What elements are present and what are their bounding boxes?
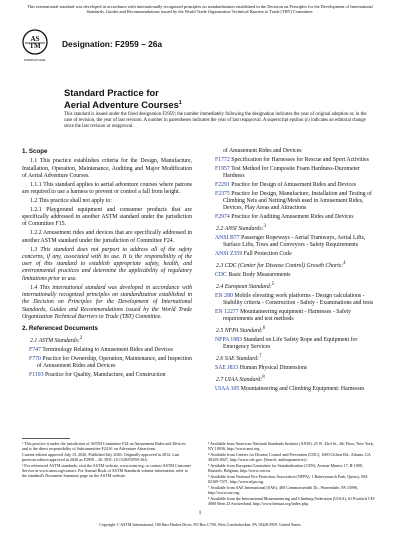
paragraph-2-6: 2.6 SAE Standard:$^7$ [216,354,262,362]
paragraph-2-2: 2.2 ANSI Standards:$^3$ [216,224,266,233]
reference-item: F1193 Practice for Quality, Manufacture, and Construction [29,372,166,379]
paragraph-1-2: 1.2 This practice shall not apply to: [30,197,112,204]
reference-item: F2974 Practice for Auditing Amusement Rides and Devices [215,214,354,221]
reference-link[interactable]: F2291 [215,181,230,188]
reference-item: SAE J833 Human Physical Dimensions [215,364,308,371]
title-line-2: Aerial Adventure Courses$^1$ [64,99,182,111]
paragraph-1-1-1: 1.1.1 This standard applies to aerial adventure courses where patrons are required to use a harness to prevent or control a fall from height. [22,181,192,196]
reference-item: ANSI Z359 Fall Protection Code [215,251,292,258]
reference-item: CDC Basic Body Measurements [215,271,291,278]
footnote: ² For referenced ASTM standards, visit the ASTM website, www.astm.org, or contact ASTM Customer Service at www.astm.org/contact. For Annual Book of ASTM Standards volume information, refer to the standard's Document Summary page on the ASTM website. [22,463,191,478]
designation: Designation: F2959 – 26a [62,39,163,49]
reference-item: EN 280 Mobile elevating work platforms - Design calculations - Stability criteria - Construction - Safety - Examinations and tests [215,292,374,306]
document-title [64,87,182,110]
left-column [22,148,192,381]
reference-item: F2375 Practice for Design, Manufacture, Installation and Testing of Climbing Nets and Netting/Mesh used in Amusement Rides, Devices, Play Areas and Attractions [215,190,372,212]
section-heading-referenced-documents: 2. Referenced Documents [22,325,98,333]
footnote: ⁸ Available from the International Mountaineering and Climbing Federation (UIAA), 61 Postfach CH-3000 Bern 23 Switzerland, http://www.theuiaa.org/index.php. [208,496,376,506]
reference-link[interactable]: CDC [215,271,227,278]
right-column [208,148,378,394]
reference-link[interactable]: F2375 [215,190,230,197]
reference-item: F1772 Specification for Harnesses for Rescue and Sport Activities [215,156,369,163]
footnote: ¹ This practice is under the jurisdiction of ASTM Committee F24 on Amusement Rides and Devices and is the direct responsibility of Subcommittee F24.61 on Adventure Attractions. [22,441,186,451]
paragraph-2-4: 2.4 European Standard:$^5$ [216,281,275,290]
reference-item: F770 Practice for Ownership, Operation, Maintenance, and Inspection of Amusement Rides and Devices [29,356,192,370]
reference-link[interactable]: ANSI Z359 [215,251,243,258]
paragraph-1-2-1: 1.2.1 Playground equipment and consumer products that are specifically addressed in another ASTM standard under the jurisdiction of Committee F15. [22,206,192,228]
footnote: ³ Available from American National Standards Institute (ANSI), 25 W. 43rd St., 4th Floor, New York, NY 10036, http://www.ansi.org. [208,441,374,451]
reference-link[interactable]: EN 12277 [215,308,239,315]
svg-text:TM: TM [29,42,41,50]
paragraph-2-5: 2.5 NFPA Standard:$^6$ [216,326,266,334]
footnote: ⁶ Available from National Fire Protection Association (NFPA), 1 Batterymarch Park, Quincy, MA 02169-7471, http://www.nfpa.org. [208,474,368,484]
svg-text:AS: AS [30,35,40,43]
paragraph-2-7: 2.7 UIAA Standard:$^8$ [216,374,265,383]
reference-link[interactable]: EN 280 [215,292,233,299]
footnote: ⁵ Available from European Committee for Standardization (CEN), Avenue Marnix 17, B-1000, Brussels, Belgium, http://www.cen.eu. [208,463,363,473]
reference-link[interactable]: SAE J833 [215,364,239,371]
page-number: 1 [198,510,202,516]
reference-link[interactable]: F1957 [215,165,230,172]
reference-link[interactable]: UIAA 105 [215,385,240,392]
paragraph-1-4: 1.4 This international standard was developed in accordance with internationally recognized principles on standardization established in the Decision on Principles for the Development of International Standards, Guides and Recommendations issued by the World Trade Organization Technical Barriers to Trade (TBT) Committee. [22,284,192,320]
reference-link[interactable]: ANSI B77 [215,235,240,242]
reference-item: ANSI B77 Passenger Ropeways - Aerial Tramways, Aerial Lifts, Surface Lifts, Tows and Conveyors - Safety Requirements [215,235,366,249]
reference-item: F747 Terminology Relating to Amusement Rides and Devices [29,347,173,354]
paragraph-2-3: 2.3 CDC (Center for Disease Control) Growth Charts:$^4$ [216,261,346,270]
issued-under-note: This standard is issued under the fixed designation F2959; the number immediately following the designation indicates the year of original adoption or, in the case of revision, the year of last revision. A number in parentheses indicates the year of last reapproval. A superscript epsilon (ε) indicates an editorial change since the last revision or reapproval. [64,112,367,129]
paragraph-1-1: 1.1 This practice establishes criteria for the Design, Manufacture, Installation, Operation, Maintenance, Auditing and Major Modification of Aerial Adventure Courses. [22,158,192,179]
footnotes-left [22,441,192,479]
copyright-footer: Copyright © ASTM International, 100 Barr Harbor Drive, PO Box C700, West Conshohocken, PA 19428-2959. United States [99,522,301,527]
paragraph-2-1: 2.1 ASTM Standards:$^2$ [30,336,83,345]
footnote: Current edition approved July 15, 2026. Published July 2026. Originally approved in 2012. Last previous edition approved in 2026 as F2959 – 26. DOI: 10.1520/F2959-26A. [22,452,180,462]
reference-link[interactable]: NFPA 1983 [215,336,243,343]
reference-link[interactable]: F1772 [215,156,230,163]
paragraph-1-3: 1.3 This standard does not purport to address all of the safety concerns, if any, associated with its use. It is the responsibility of the user of this standard to establish appropriate safety, health, and environmental practices and determine the applicability of regulatory limitations prior to use. [22,246,192,282]
footnote: ⁴ Available from Centers for Disease Control and Prevention (CDC), 1600 Clifton Rd., Atlanta, GA 30329-4027, http://www.cdc.gov. [Search: anthropometrics]. [208,452,371,462]
reference-continuation: of Amusement Rides and Devices [223,148,302,154]
reference-item: F2291 Practice for Design of Amusement Rides and Devices [215,181,357,188]
footnote-divider [22,438,70,439]
reference-link[interactable]: F747 [29,347,41,354]
footnotes-right [208,441,378,507]
reference-link[interactable]: F2974 [215,214,230,221]
section-heading-scope: 1. Scope [22,148,48,155]
reference-item: NFPA 1983 Standard on Life Safety Rope and Equipment for Emergency Services [215,336,358,351]
standards-notice: This international standard was developed in accordance with internationally recognized principles on standardization established in the Decision on Principles for the Development of International Standards, Guides and Recommendations issued by the World Trade Organization Technical Barriers to Trade (TBT) Committee. [27,4,373,15]
astm-logo [22,28,48,68]
reference-item: EN 12277 Mountaineering equipment - Harnesses - Safety requirements and test methods [215,308,352,323]
reference-item: F1957 Test Method for Composite Foam Hardness-Durometer Hardness [215,165,360,180]
footnote: ⁷ Available from SAE International (SAE), 400 Commonwealth Dr., Warrendale, PA 15096, http://www.sae.org. [208,485,359,495]
svg-text:INTERNATIONAL: INTERNATIONAL [23,58,47,62]
title-line-1: Standard Practice for [64,87,159,98]
reference-link[interactable]: F1193 [29,372,44,379]
reference-link[interactable]: F770 [29,356,41,363]
reference-item: UIAA 105 Mountaineering and Climbing Equipment: Harnesses [215,385,365,392]
paragraph-1-2-2: 1.2.2 Amusement rides and devices that are specifically addressed in another ASTM standard under the jurisdiction of Committee F24. [22,230,192,244]
